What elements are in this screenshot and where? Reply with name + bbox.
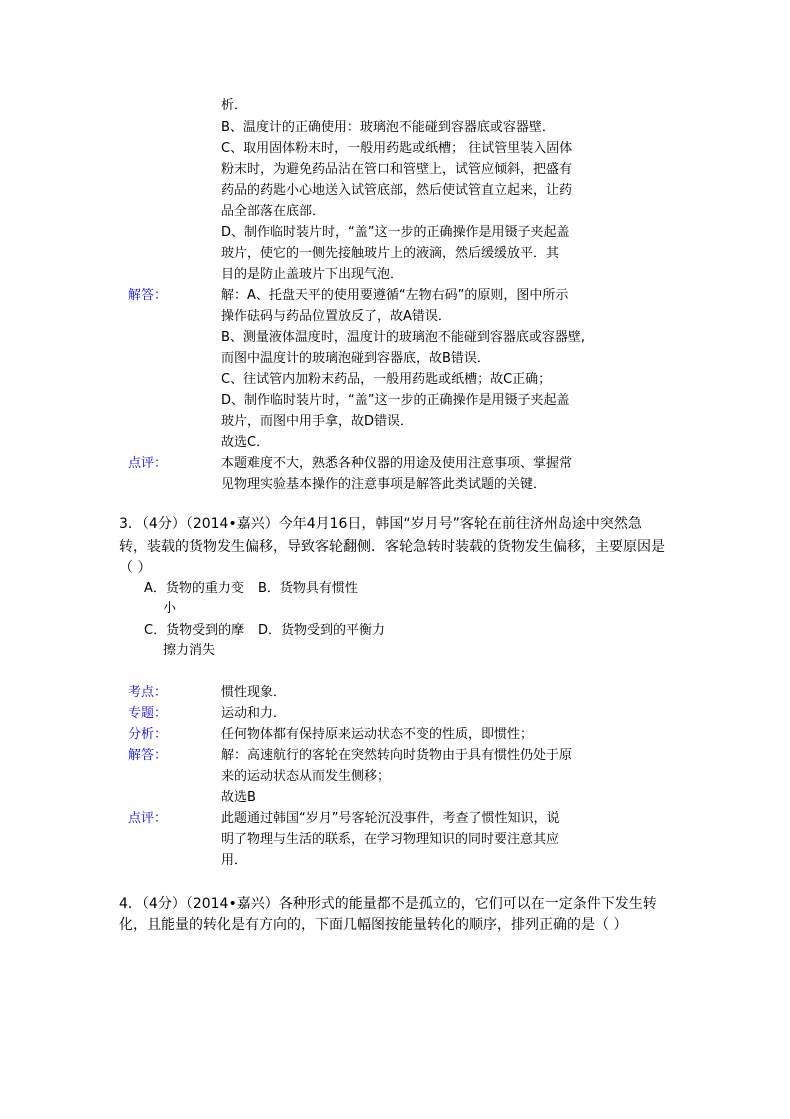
q2-answer-line: D、制作临时装片时，“盖”这一步的正确操作是用镊子夹起盖 [221, 393, 570, 408]
q3-option-a: A．货物的重力变 [144, 581, 244, 596]
q3-answer-line: 故选B [221, 790, 256, 805]
q3-option-c-cont: 擦力消失 [163, 643, 216, 658]
q3-topic: 运动和力． [221, 706, 287, 721]
q2-comment-line: 见物理实验基本操作的注意事项是解答此类试题的关键． [221, 477, 547, 492]
q3-topic-label: 专题： [128, 706, 168, 721]
q2-analysis-line: B、温度计的正确使用：玻璃泡不能碰到容器底或容器壁． [221, 120, 555, 135]
q3-comment-line: 此题通过韩国“岁月”号客轮沉没事件，考查了惯性知识，说 [221, 811, 560, 826]
q2-comment-label: 点评： [128, 456, 168, 471]
q4-stem-line: 化，且能量的转化是有方向的，下面几幅图按能量转化的顺序，排列正确的是（ ） [119, 917, 628, 933]
q3-answer-line: 解：高速航行的客轮在突然转向时货物由于具有惯性仍处于原 [221, 748, 573, 763]
q2-analysis-line: 目的是防止盖玻片下出现气泡． [221, 267, 404, 282]
q2-analysis-line: 玻片，使它的一侧先接触玻片上的液滴，然后缓缓放平．其 [221, 246, 560, 261]
q2-answer-line: 操作砝码与药品位置放反了，故A错误． [221, 309, 451, 324]
q2-answer-label: 解答： [128, 288, 168, 303]
q3-option-d: D．货物受到的平衡力 [258, 623, 386, 638]
q3-comment-line: 用． [221, 853, 248, 868]
q3-point-label: 考点： [128, 685, 168, 700]
q3-answer-label: 解答： [128, 748, 168, 763]
q2-analysis-line: D、制作临时装片时，“盖”这一步的正确操作是用镊子夹起盖 [221, 225, 570, 240]
q3-stem-line: （ ） [119, 560, 152, 576]
q2-comment-line: 本题难度不大，熟悉各种仪器的用途及使用注意事项、掌握常 [221, 456, 573, 471]
q2-analysis-line: 药品的药匙小心地送入试管底部，然后使试管直立起来，让药 [221, 183, 573, 198]
q3-option-c: C．货物受到的摩 [144, 623, 245, 638]
q3-answer-line: 来的运动状态从而发生侧移； [221, 769, 391, 784]
q2-answer-line: 解：A、托盘天平的使用要遵循“左物右码”的原则，图中所示 [221, 288, 569, 303]
q4-stem-line: 4．（4分）（2014•嘉兴）各种形式的能量都不是孤立的，它们可以在一定条件下发生转 [119, 896, 657, 912]
q3-option-a-cont: 小 [163, 601, 177, 616]
q3-stem-line: 3．（4分）（2014•嘉兴）今年4月16日，韩国“岁月号”客轮在前往济州岛途中突然急 [119, 516, 642, 532]
q2-answer-line: B、测量液体温度时，温度计的玻璃泡不能碰到容器底或容器壁, [221, 330, 586, 345]
q2-answer-line: 故选C． [221, 435, 270, 450]
q3-option-b: B．货物具有惯性 [258, 581, 358, 596]
q3-comment-label: 点评： [128, 811, 168, 826]
q3-analysis-label: 分析： [128, 727, 168, 742]
q2-answer-line: 而图中温度计的玻璃泡碰到容器底，故B错误． [221, 351, 490, 366]
q3-stem-line: 转，装载的货物发生偏移，导致客轮翻侧．客轮急转时装载的货物发生偏移，主要原因是 [119, 539, 665, 555]
q2-analysis-line: 品全部落在底部． [221, 204, 326, 219]
q3-point: 惯性现象． [221, 685, 287, 700]
q3-analysis: 任何物体都有保持原来运动状态不变的性质，即惯性； [221, 727, 534, 742]
q2-analysis-line: C、取用固体粉末时，一般用药匙或纸槽； 往试管里装入固体 [221, 141, 573, 156]
q2-answer-line: 玻片，而图中用手拿，故D错误． [221, 414, 414, 429]
q2-analysis-line: 粉末时，为避免药品沾在管口和管壁上，试管应倾斜，把盛有 [221, 162, 573, 177]
q3-comment-line: 明了物理与生活的联系，在学习物理知识的同时要注意其应 [221, 832, 560, 847]
q2-analysis-line: 析． [221, 98, 248, 113]
q2-answer-line: C、往试管内加粉末药品，一般用药匙或纸槽；故C正确； [221, 372, 552, 387]
